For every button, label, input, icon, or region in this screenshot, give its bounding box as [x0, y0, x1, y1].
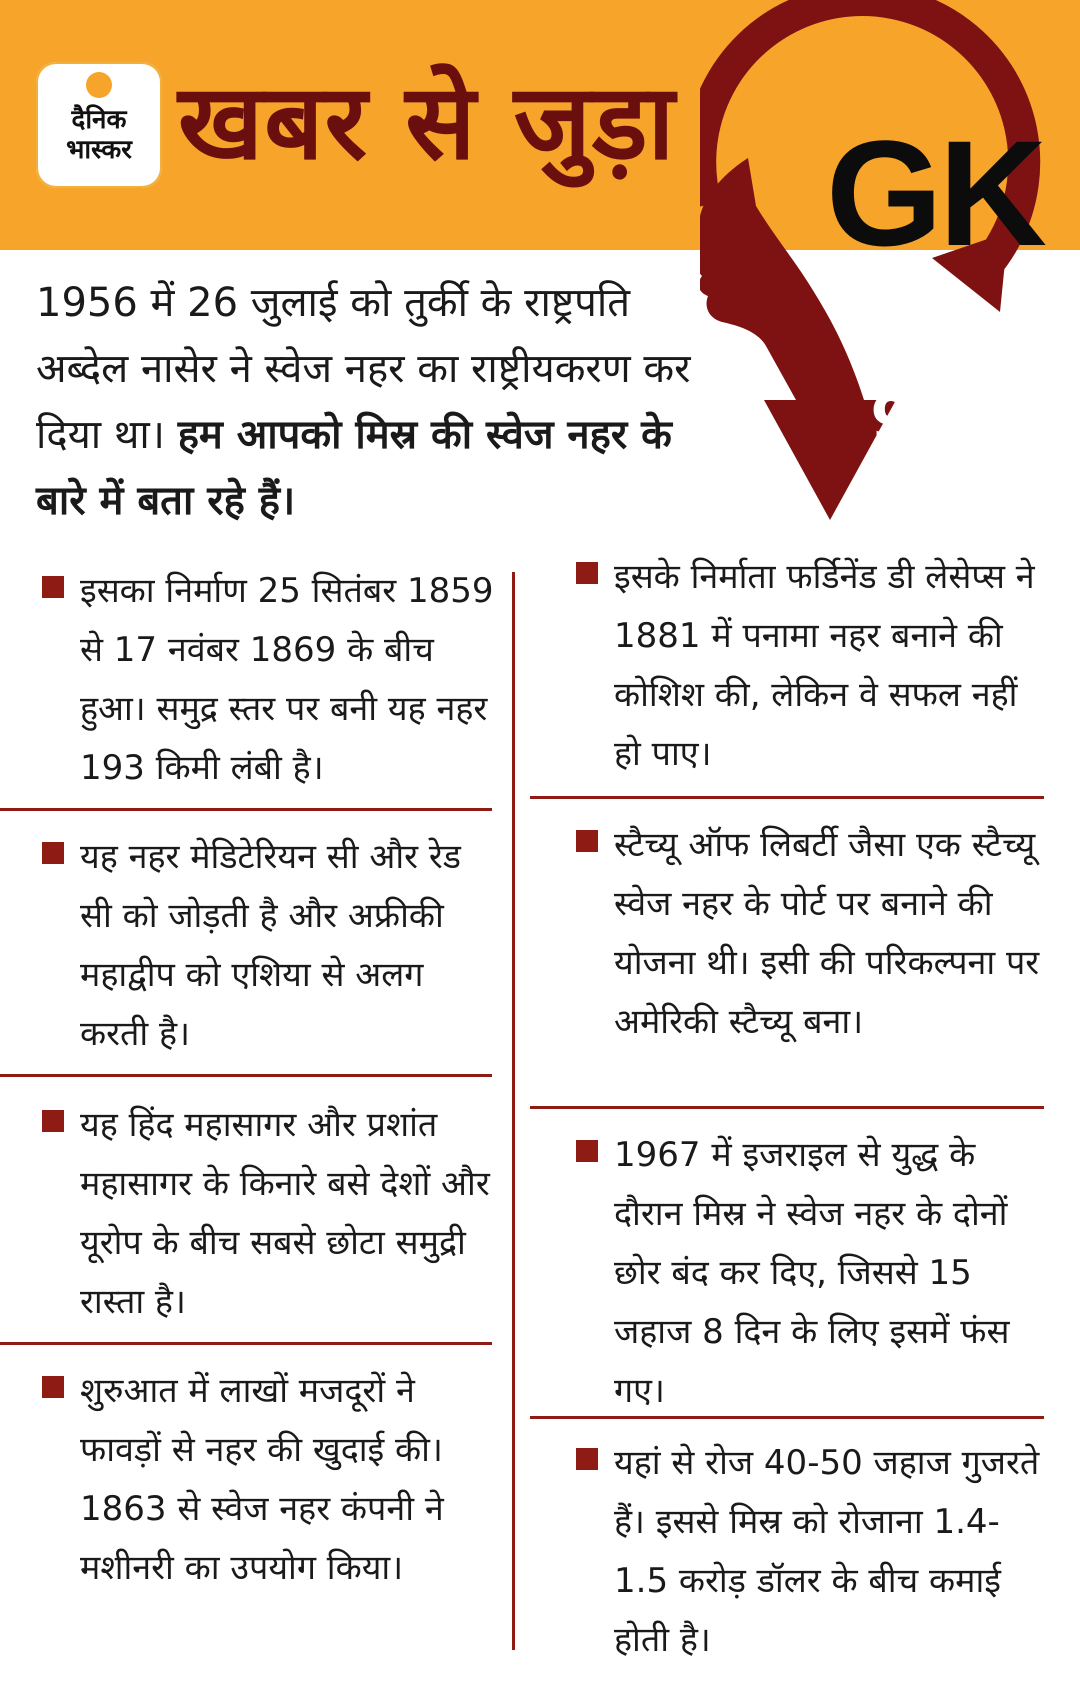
square-bullet-icon [576, 562, 598, 584]
fact-text: यह हिंद महासागर और प्रशांत महासागर के किनारे बसे देशों और यूरोप के बीच सबसे छोटा समुद्री रास्ता है। [80, 1105, 490, 1322]
square-bullet-icon [42, 576, 64, 598]
logo-text-line1: दैनिक [71, 105, 127, 135]
fact-text: इसका निर्माण 25 सितंबर 1859 से 17 नवंबर 1869 के बीच हुआ। समुद्र स्तर पर बनी यह नहर 193 किमी लंबी है। [80, 571, 494, 788]
fact-separator [530, 1416, 1044, 1419]
fact-card [570, 1434, 1050, 1670]
fact-card [570, 816, 1050, 1106]
sun-icon [86, 72, 112, 98]
fact-separator [0, 1342, 492, 1345]
fact-card [570, 1126, 1050, 1416]
page-title: खबर से जुड़ा [178, 61, 676, 183]
fact-separator [530, 1106, 1044, 1109]
gk-badge-text: GK [826, 109, 1043, 277]
fact-text: शुरुआत में लाखों मजदूरों ने फावड़ों से नहर की खुदाई की। 1863 से स्वेज नहर कंपनी ने मशीनरी का उपयोग किया। [80, 1371, 444, 1588]
fact-separator [0, 1074, 492, 1077]
column-divider [512, 572, 515, 1650]
brand-logo [36, 62, 162, 188]
fact-separator [0, 808, 492, 811]
fact-text: यह नहर मेडिटेरियन सी और रेड सी को जोड़ती है और अफ्रीकी महाद्वीप को एशिया से अलग करती है। [80, 837, 461, 1054]
square-bullet-icon [42, 1110, 64, 1132]
intro-text: 1956 में 26 जुलाई को तुर्की के राष्ट्रपति अब्देल नासेर ने स्वेज नहर का राष्ट्रीयकरण कर दिया था। [36, 280, 691, 458]
fact-text: स्टैच्यू ऑफ लिबर्टी जैसा एक स्टैच्यू स्वेज नहर के पोर्ट पर बनाने की योजना थी। इसी की परिकल्पना पर अमेरिकी स्टैच्यू बना। [614, 825, 1040, 1042]
square-bullet-icon [42, 1376, 64, 1398]
fact-card [36, 828, 496, 1064]
square-bullet-icon [42, 842, 64, 864]
series-number: 9 [870, 382, 914, 455]
fact-card [570, 548, 1050, 784]
square-bullet-icon [576, 1448, 598, 1470]
fact-separator [530, 796, 1044, 799]
square-bullet-icon [576, 830, 598, 852]
fact-text: यहां से रोज 40-50 जहाज गुजरते हैं। इससे मिस्र को रोजाना 1.4-1.5 करोड़ डॉलर के बीच कमाई होती है। [614, 1443, 1040, 1660]
fact-card [36, 562, 496, 798]
fact-card [36, 1362, 496, 1662]
logo-text-line2: भास्कर [66, 135, 132, 165]
intro-paragraph [36, 270, 726, 534]
fact-text: 1967 में इजराइल से युद्ध के दौरान मिस्र ने स्वेज नहर के दोनों छोर बंद कर दिए, जिससे 15 जहाज 8 दिन के लिए इसमें फंस गए। [614, 1135, 1010, 1411]
intro-bold-text: हम आपको मिस्र की स्वेज नहर के बारे में बता रहे हैं। [36, 412, 672, 524]
fact-card [36, 1096, 496, 1332]
fact-text: इसके निर्माता फर्डिनेंड डी लेसेप्स ने 1881 में पनामा नहर बनाने की कोशिश की, लेकिन वे सफल नहीं हो पाए। [614, 557, 1035, 774]
square-bullet-icon [576, 1140, 598, 1162]
